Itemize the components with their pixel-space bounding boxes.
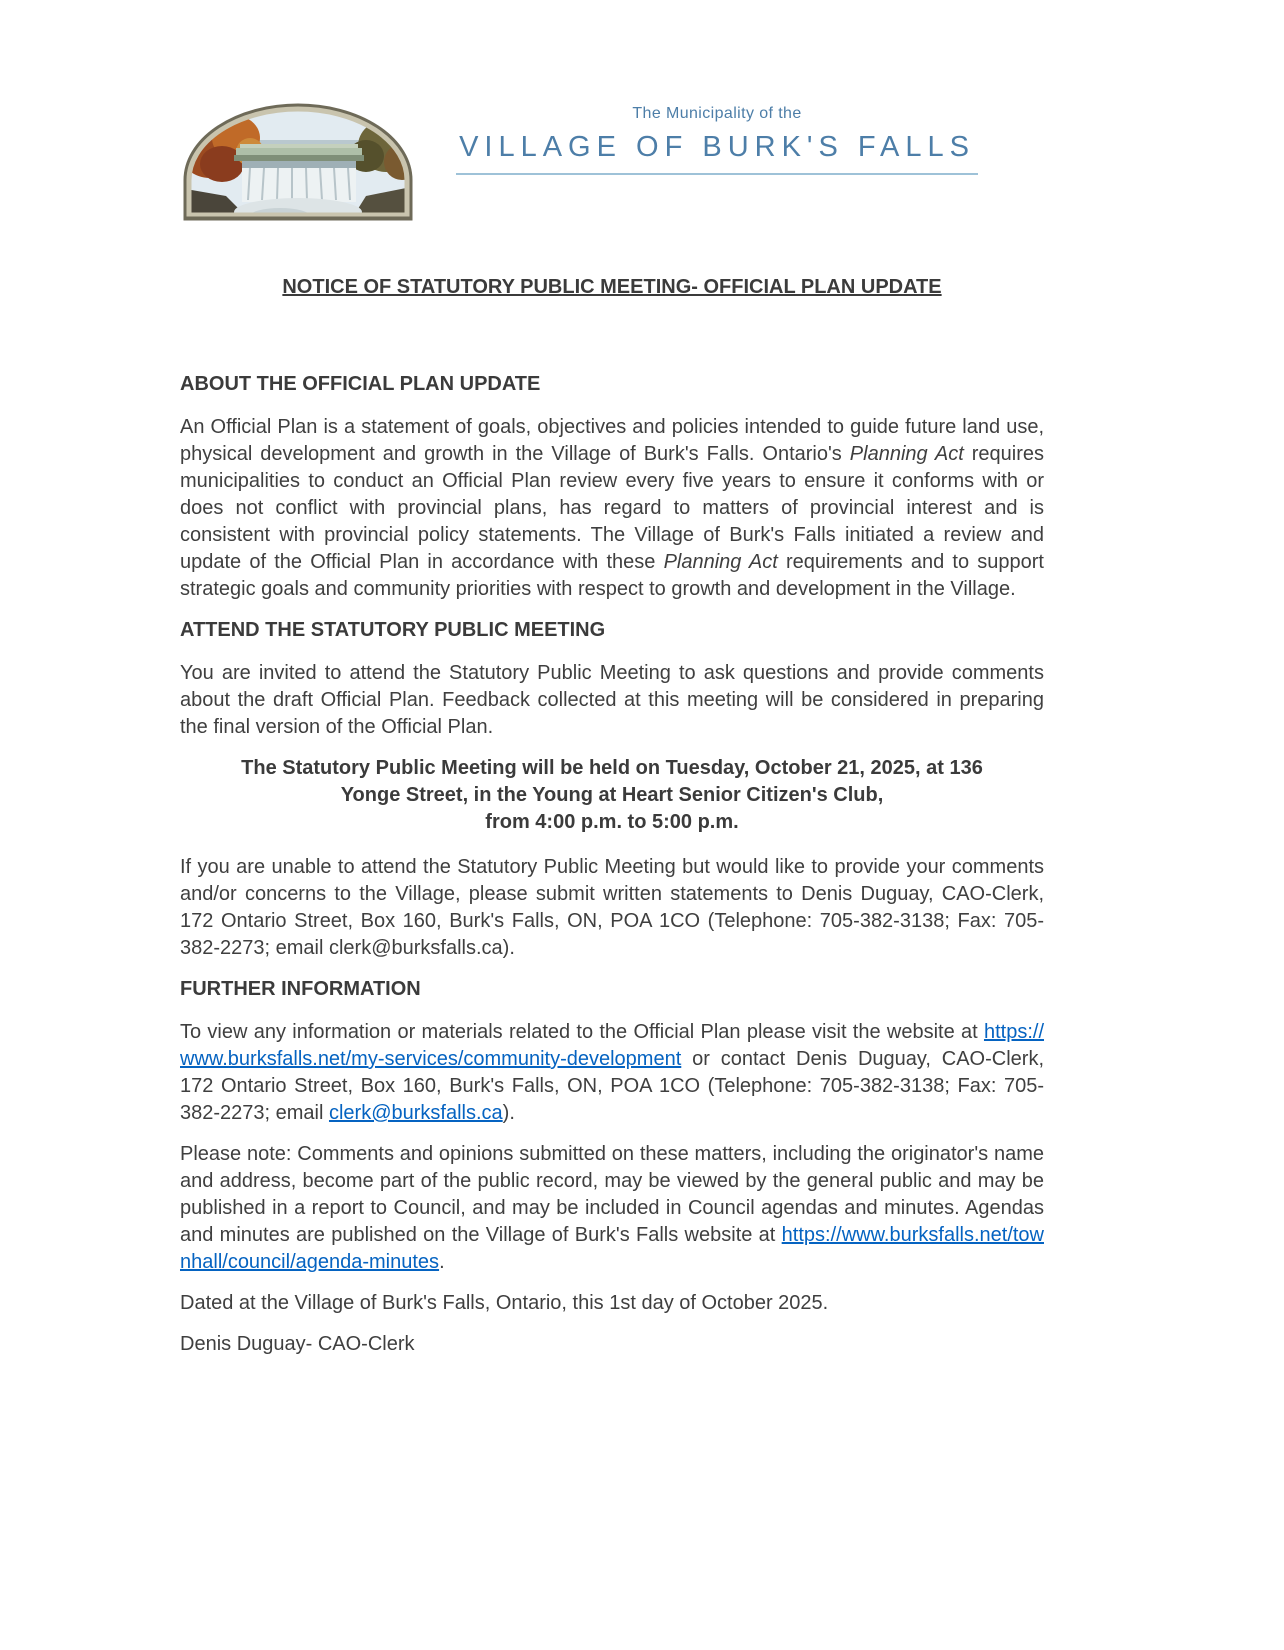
document-header (180, 100, 1044, 222)
clerk-email-link[interactable]: clerk@burksfalls.ca (328, 1102, 503, 1124)
header-text-block (456, 104, 978, 175)
agenda-minutes-link[interactable]: https://www.burksfalls.net/townhall/council/agenda-minutes (180, 1224, 1044, 1273)
text-segment: . (439, 1251, 445, 1273)
signature-line: Denis Duguay- CAO-Clerk (180, 1333, 415, 1355)
heading-attend-meeting: ATTEND THE STATUTORY PUBLIC MEETING (180, 619, 606, 641)
village-logo (180, 100, 416, 222)
text-segment: ). (502, 1102, 515, 1124)
community-development-link[interactable]: https://www.burksfalls.net/my-services/community-development (180, 1021, 1044, 1070)
written-statements-paragraph: If you are unable to attend the Statutory Public Meeting but would like to provide your comments and/or concerns to the Village, please submit written statements to Denis Duguay, CAO-Clerk, 172 Ontario Street, Box 160, Burk's Falls, ON, POA 1CO (Telephone: 705-382-3138; Fax: 705-382-2273; email clerk@burksfalls.ca). (180, 856, 1044, 959)
further-info-paragraph (180, 1019, 1044, 1127)
municipality-line: The Municipality of the (632, 105, 802, 122)
public-record-paragraph (180, 1141, 1044, 1276)
about-paragraph (180, 414, 1044, 603)
heading-about-official-plan: ABOUT THE OFFICIAL PLAN UPDATE (180, 373, 541, 395)
planning-act-italic: Planning Act (849, 443, 964, 465)
text-segment: or contact Denis Duguay, CAO-Clerk, 172 Ontario Street, Box 160, Burk's Falls, ON, POA 1CO (Telephone: 705-382-3138; Fax: 705-382-2273; email (180, 1048, 1044, 1124)
dated-line: Dated at the Village of Burk's Falls, Ontario, this 1st day of October 2025. (180, 1292, 829, 1314)
meeting-detail-line-2: Yonge Street, in the Young at Heart Senior Citizen's Club, (340, 784, 884, 806)
document-title-text: NOTICE OF STATUTORY PUBLIC MEETING- OFFICIAL PLAN UPDATE (282, 276, 942, 298)
text-segment: requirements and to support strategic goals and community priorities with respect to growth and development in the Village. (180, 551, 1044, 600)
attend-invite-paragraph: You are invited to attend the Statutory Public Meeting to ask questions and provide comments about the draft Official Plan. Feedback collected at this meeting will be considered in preparing the final version of the Official Plan. (180, 662, 1044, 738)
meeting-detail-line-1: The Statutory Public Meeting will be held on Tuesday, October 21, 2025, at 136 (241, 757, 983, 779)
meeting-detail-line-3: from 4:00 p.m. to 5:00 p.m. (485, 811, 739, 833)
text-segment: Please note: Comments and opinions submitted on these matters, including the originator's name and address, become part of the public record, may be viewed by the general public and may be published in a report to Council, and may be included in Council agendas and minutes. Agendas and minutes are published on the Village of Burk's Falls website at (180, 1143, 1044, 1246)
text-segment: requires municipalities to conduct an Official Plan review every five years to ensure it conforms with or does not conflict with provincial plans, has regard to matters of provincial interest and is consistent with provincial policy statements. The Village of Burk's Falls initiated a review and update of the Official Plan in accordance with these (180, 443, 1045, 573)
text-segment: To view any information or materials related to the Official Plan please visit the website at (180, 1021, 984, 1043)
text-segment: An Official Plan is a statement of goals, objectives and policies intended to guide future land use, physical development and growth in the Village of Burk's Falls. Ontario's (180, 416, 1044, 465)
document-title (180, 274, 1044, 301)
meeting-details-notice (180, 755, 1044, 836)
dam-waterfall-logo-image (180, 100, 416, 222)
village-name: VILLAGE OF BURK'S FALLS (456, 130, 978, 175)
logo-scene (180, 100, 416, 222)
planning-act-italic: Planning Act (663, 551, 778, 573)
heading-further-information: FURTHER INFORMATION (180, 978, 421, 1000)
